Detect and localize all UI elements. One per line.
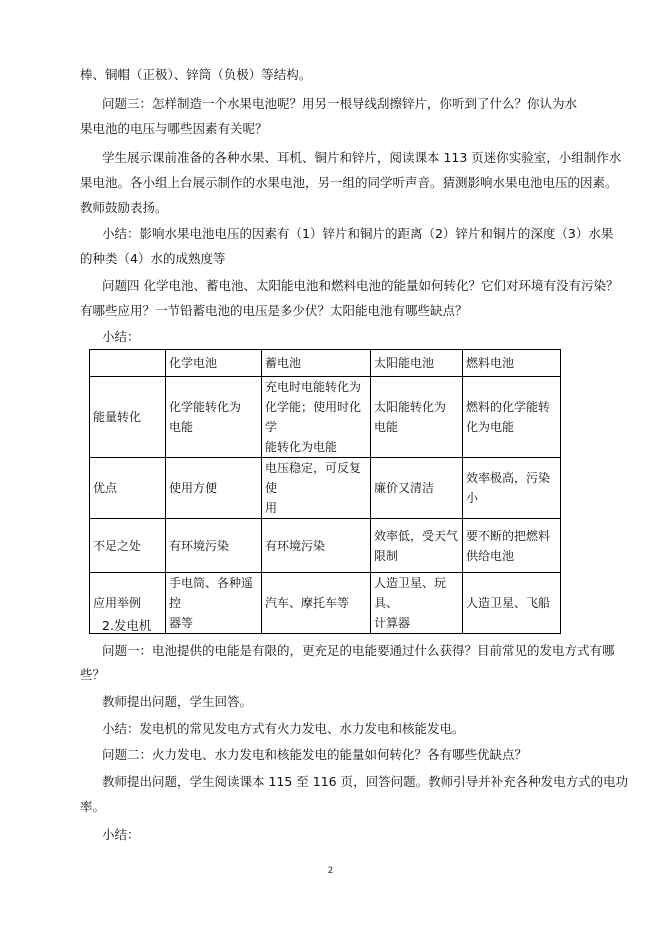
- question-one: 问题一：电池提供的电能是有限的，更充足的电能要通过什么获得？目前常见的发电方式有哪: [102, 643, 615, 658]
- section-heading: 2.发电机: [102, 618, 152, 633]
- question-two: 问题二：火力发电、水力发电和核能发电的能量如何转化？各有哪些优缺点？: [102, 747, 528, 762]
- table-cell: 汽车、摩托车等: [262, 573, 371, 634]
- table-cell: 能量转化: [90, 377, 166, 458]
- paragraph: 教师鼓励表扬。: [80, 200, 168, 215]
- paragraph: 教师提出问题，学生回答。: [102, 694, 253, 709]
- table-cell: 廉价又清洁: [371, 458, 463, 519]
- table-cell: 要不断的把燃料 供给电池: [463, 519, 561, 573]
- table-header-cell: 太阳能电池: [371, 350, 463, 377]
- paragraph: 些？: [80, 667, 106, 682]
- table-cell: 有环境污染: [262, 519, 371, 573]
- paragraph: 棒、铜帽（正极）、锌筒（负极）等结构。: [80, 67, 312, 82]
- summary-label: 小结：: [102, 827, 140, 842]
- table-cell: 电压稳定，可反复使 用: [262, 458, 371, 519]
- table-cell: 太阳能转化为 电能: [371, 377, 463, 458]
- table-cell: 充电时电能转化为 化学能；使用时化学 能转化为电能: [262, 377, 371, 458]
- table-cell: 效率低，受天气 限制: [371, 519, 463, 573]
- paragraph: 果电池。各小组上台展示制作的水果电池，另一组的同学听声音。猜测影响水果电池电压的因素。: [80, 175, 618, 190]
- summary-label: 小结：: [102, 329, 140, 344]
- table-header-row: [90, 350, 561, 377]
- table-cell: 人造卫星、飞船: [463, 573, 561, 634]
- paragraph: 学生展示课前准备的各种水果、耳机、铜片和锌片，阅读课本 113 页迷你实验室，小组制作水: [102, 150, 622, 165]
- table-header-cell: 蓄电池: [262, 350, 371, 377]
- table-header-cell: 燃料电池: [463, 350, 561, 377]
- page-number: 2: [327, 866, 334, 876]
- paragraph: 教师提出问题，学生阅读课本 115 至 116 页，回答问题。教师引导并补充各种发电方式的电功: [102, 774, 629, 789]
- table-cell: 应用举例: [90, 573, 166, 634]
- table-cell: 化学能转化为 电能: [166, 377, 262, 458]
- table-header-cell: [90, 350, 166, 377]
- summary: 小结：影响水果电池电压的因素有（1）锌片和铜片的距离（2）锌片和铜片的深度（3）水果: [102, 226, 614, 241]
- table-cell: 燃料的化学能转 化为电能: [463, 377, 561, 458]
- table-cell: 优点: [90, 458, 166, 519]
- question-four: 问题四 化学电池、蓄电池、太阳能电池和燃料电池的能量如何转化？它们对环境有没有污染？: [102, 278, 619, 293]
- table-row: [90, 458, 561, 519]
- table-cell: 不足之处: [90, 519, 166, 573]
- paragraph: 率。: [80, 799, 106, 814]
- paragraph: 的种类（4）水的成熟度等: [80, 251, 226, 266]
- table-cell: 效率极高，污染小: [463, 458, 561, 519]
- battery-comparison-table: [89, 349, 561, 634]
- table-cell: 手电筒、各种遥控 器等: [166, 573, 262, 634]
- table-row: [90, 377, 561, 458]
- paragraph: 有哪些应用？一节铅蓄电池的电压是多少伏？太阳能电池有哪些缺点？: [80, 303, 468, 318]
- table-header-cell: 化学电池: [166, 350, 262, 377]
- table-cell: 有环境污染: [166, 519, 262, 573]
- table-cell: 人造卫星、玩具、 计算器: [371, 573, 463, 634]
- question-three: 问题三：怎样制造一个水果电池呢？用另一根导线刮擦锌片，你听到了什么？你认为水: [102, 96, 578, 111]
- paragraph: 果电池的电压与哪些因素有关呢？: [80, 121, 268, 136]
- summary: 小结：发电机的常见发电方式有火力发电、水力发电和核能发电。: [102, 721, 465, 736]
- table-cell: 使用方便: [166, 458, 262, 519]
- table-row: [90, 519, 561, 573]
